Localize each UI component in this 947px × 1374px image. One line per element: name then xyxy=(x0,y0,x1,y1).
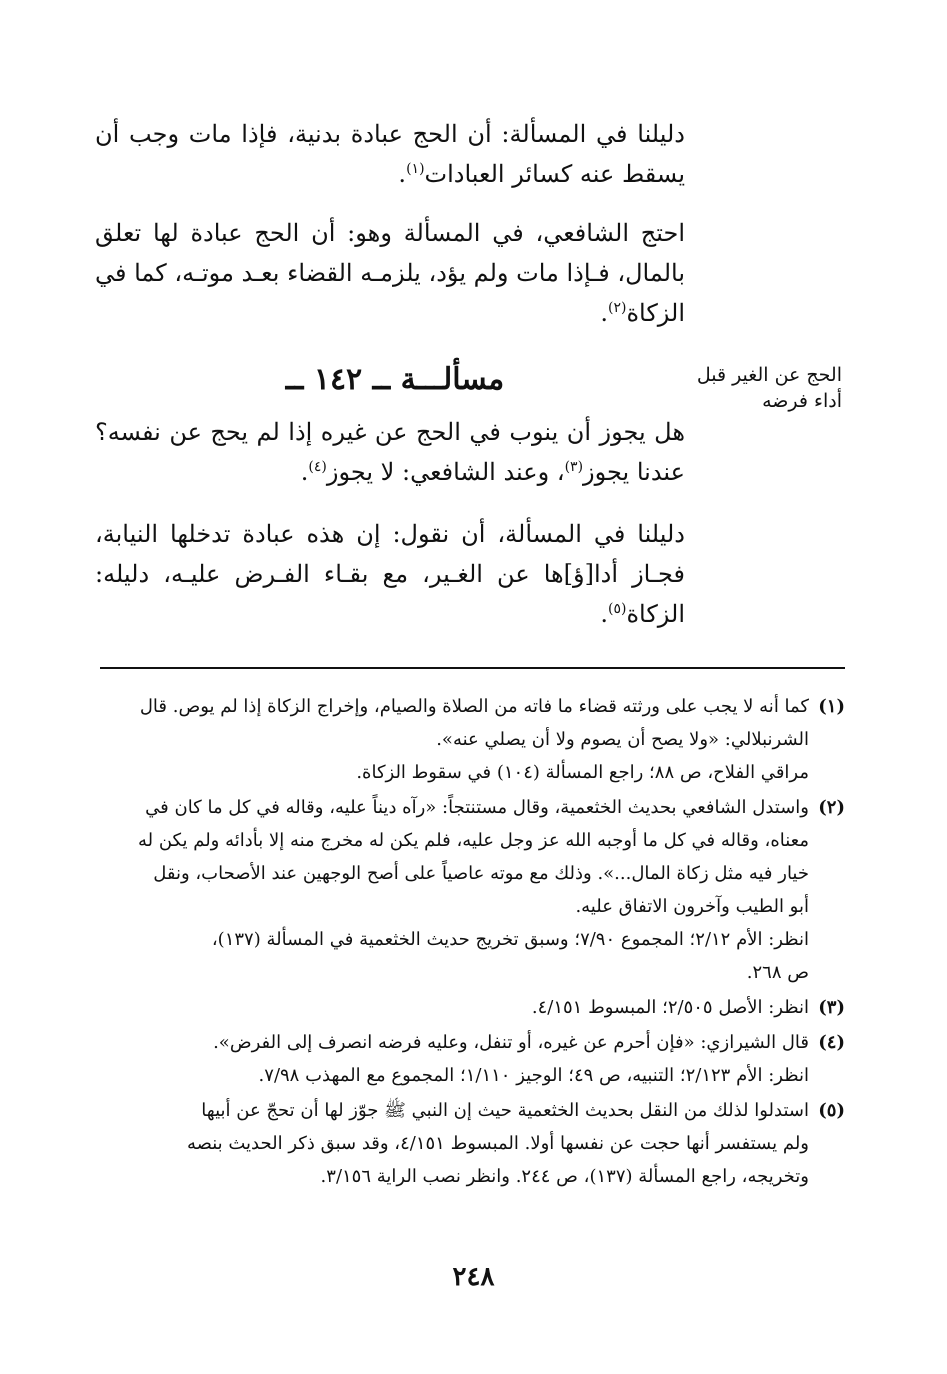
paragraph-evidence-1 xyxy=(95,114,685,194)
footnote-line: ص ٢٦٨. xyxy=(746,962,809,983)
footnote-line: معناه، وقاله في كل ما أوجبه الله عز وجل عليه، فلم يكن له مخرج منه إلا بأدائه ولم يكن له xyxy=(137,830,809,851)
footnote-line: واستدل الشافعي بحديث الخثعمية، وقال مستنتجاً: «رآه ديناً عليه، وقاله في كل ما كان في xyxy=(145,797,809,818)
paragraph-question xyxy=(95,412,685,492)
paragraph-shafii-argument xyxy=(95,213,685,333)
margin-note xyxy=(682,362,842,414)
footnote-line: مراقي الفلاح، ص ٨٨؛ راجع المسألة (١٠٤) في سقوط الزكاة. xyxy=(356,762,809,783)
footnote-separator xyxy=(100,667,845,669)
footnote-ref: (٥) xyxy=(607,601,627,617)
text-line: بالمال، فـإذا مات ولم يؤد، يلزمـه القضاء بعـد موتـه، كما في xyxy=(95,259,685,287)
footnote-ref: (١) xyxy=(406,161,425,177)
footnote-line: وتخريجه، راجع المسألة (١٣٧)، ص ٢٤٤. وانظر نصب الراية ٣/١٥٦. xyxy=(320,1166,809,1187)
footnote-number: (٤) xyxy=(818,1032,845,1053)
footnote-item xyxy=(100,1094,845,1193)
footnote-line: الشرنبلالي: «ولا يصح أن يصوم ولا أن يصلي عنه». xyxy=(436,729,809,750)
footnote-number: (٢) xyxy=(818,797,845,818)
footnote-line: انظر: الأم ٢/١٢٣؛ التنبيه، ص ٤٩؛ الوجيز ١/١١٠؛ المجموع مع المهذب ٧/٩٨. xyxy=(258,1065,809,1086)
footnote-item xyxy=(100,1026,845,1092)
text-line: دليلنا في المسألة، أن نقول: إن هذه عبادة تدخلها النيابة، xyxy=(95,520,685,548)
text-line: يسقط عنه كسائر العبادات$^{(١)}$. xyxy=(398,160,685,188)
footnote-number: (٣) xyxy=(818,997,845,1018)
footnote-item xyxy=(100,690,845,789)
section-heading: مسألـــة ــ ١٤٢ ــ xyxy=(285,362,505,397)
footnote-line: كما أنه لا يجب على ورثته قضاء ما فاته من الصلاة والصيام، وإخراج الزكاة إذا لم يوص. قال xyxy=(139,696,809,717)
text-line: الزكاة$^{(٢)}$. xyxy=(600,299,685,327)
text-line: هل يجوز أن ينوب في الحج عن غيره إذا لم يحج عن نفسه؟ xyxy=(95,418,685,446)
footnote-item xyxy=(100,991,845,1024)
footnote-line: انظر: الأم ٢/١٢؛ المجموع ٧/٩٠؛ وسبق تخريج حديث الخثعمية في المسألة (١٣٧)، xyxy=(211,929,809,950)
text-line: دليلنا في المسألة: أن الحج عبادة بدنية، فإذا مات وجب أن xyxy=(95,120,685,148)
footnote-line: قال الشيرازي: «فإن أحرم عن غيره، أو تنفل، وعليه فرضه انصرف إلى الفرض». xyxy=(213,1032,809,1053)
footnote-item xyxy=(100,791,845,989)
footnote-line: أبو الطيب وآخرون الاتفاق عليه. xyxy=(575,896,809,917)
margin-note-line: أداء فرضه xyxy=(762,390,842,412)
footnote-number: (٥) xyxy=(818,1100,845,1121)
footnote-ref: (٤) xyxy=(308,459,327,475)
footnotes-section xyxy=(100,690,845,1195)
text-line: الزكاة$^{(٥)}$. xyxy=(600,600,685,628)
margin-note-line: الحج عن الغير قبل xyxy=(696,364,842,386)
footnote-ref: (٣) xyxy=(564,459,584,475)
footnote-ref: (٢) xyxy=(607,300,627,316)
text-line: احتج الشافعي، في المسألة وهو: أن الحج عبادة لها تعلق xyxy=(95,219,685,247)
footnote-number: (١) xyxy=(818,696,845,717)
page-number: ٢٤٨ xyxy=(452,1262,495,1292)
footnote-line: ولم يستفسر أنها حجت عن نفسها أولا. المبسوط ٤/١٥١، وقد سبق ذكر الحديث بنصه xyxy=(186,1133,809,1154)
paragraph-evidence-2 xyxy=(95,514,685,634)
text-line: فجـاز أدا[ؤ]ها عن الغـير، مع بقـاء الفـرض عليـه، دليله: xyxy=(95,560,685,588)
footnote-line: انظر: الأصل ٢/٥٠٥؛ المبسوط ٤/١٥١. xyxy=(531,997,809,1018)
text-line: عندنا يجوز$^{(٣)}$، وعند الشافعي: لا يجوز$^{(٤)}$. xyxy=(300,458,685,486)
footnote-line: استدلوا لذلك من النقل بحديث الخثعمية حيث إن النبي ﷺ جوّز لها أن تحجّ عن أبيها xyxy=(201,1100,809,1121)
footnote-line: خيار فيه مثل زكاة المال...». وذلك مع موته عاصياً على أصح الوجهين عند الأصحاب، ونقل xyxy=(153,863,809,884)
